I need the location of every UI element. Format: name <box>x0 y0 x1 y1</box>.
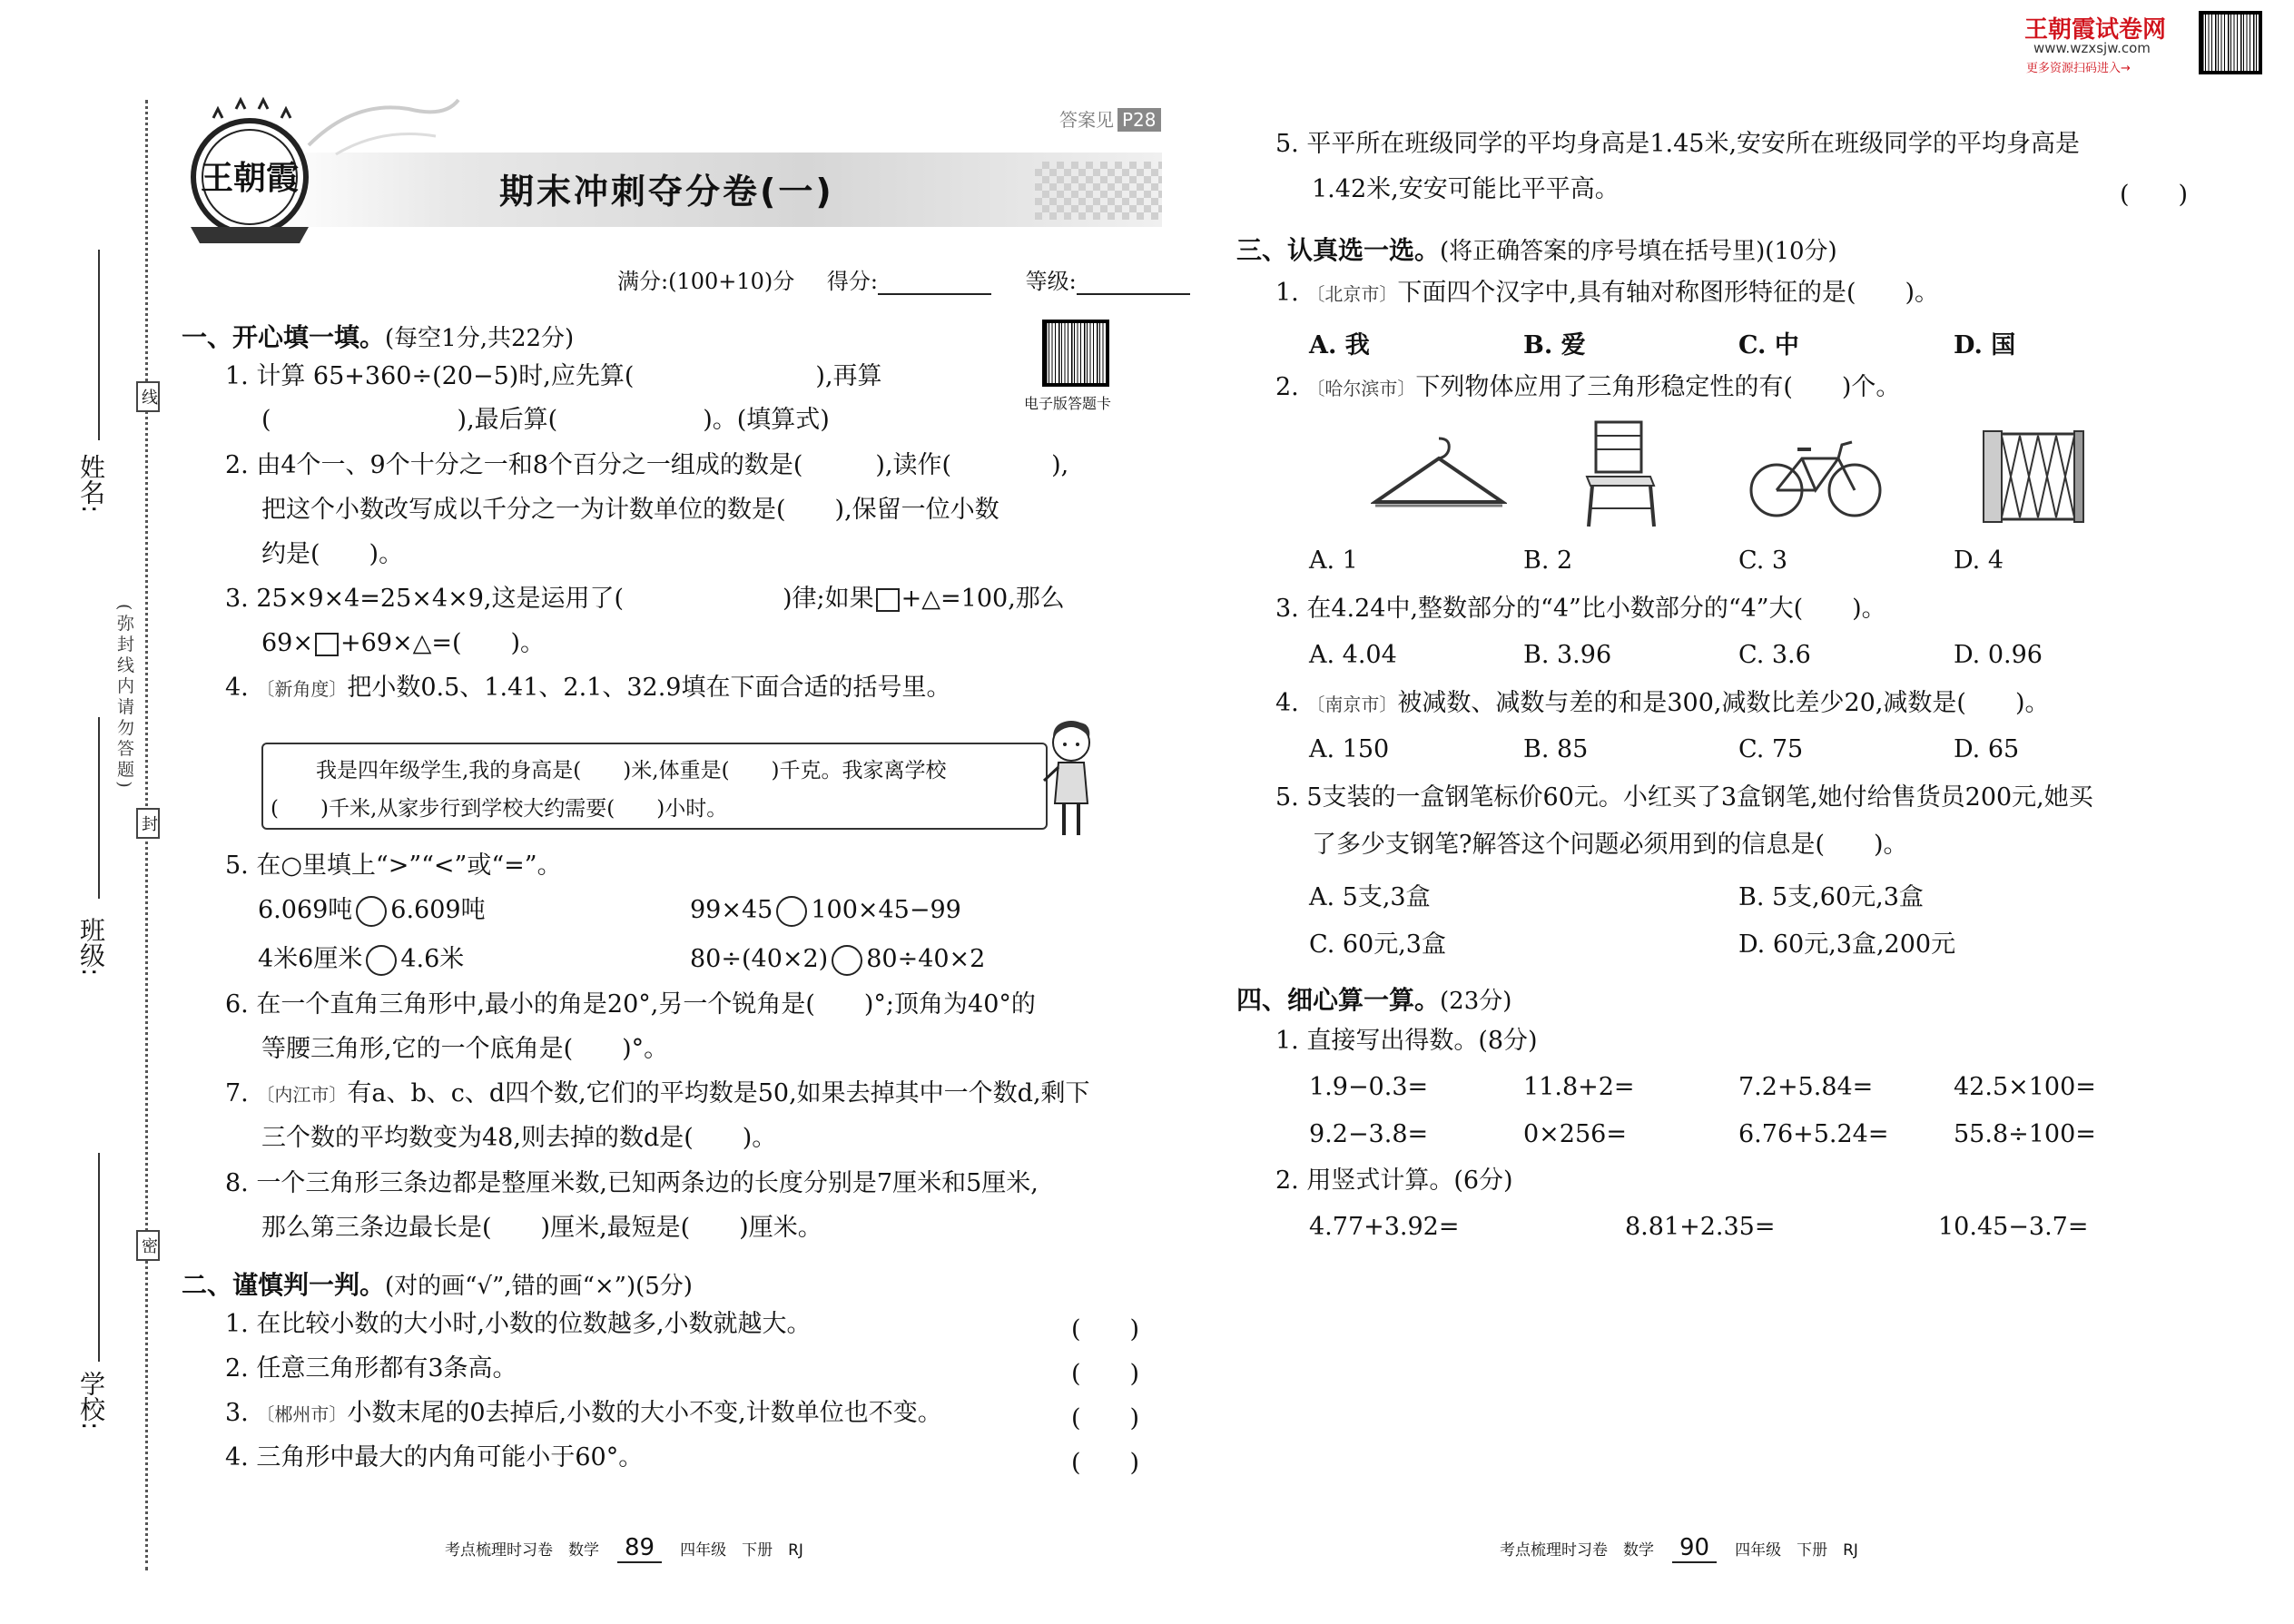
s1-q3-text-a: 3. 25×9×4=25×4×9,这是运用了( <box>225 585 625 613</box>
s1-q8-line2: 那么第三条边最长是( )厘米,最短是( )厘米。 <box>261 1214 822 1242</box>
s2-item3-tag: 〔郴州市〕 <box>256 1403 348 1425</box>
s1-q7-num: 7. <box>225 1079 249 1107</box>
s1-q7-line1 <box>225 1078 1090 1110</box>
footer-right-book: 考点梳理时习卷 数学 <box>1500 1541 1654 1560</box>
section1-title: 一、开心填一填。 <box>182 322 386 352</box>
s2-item1 <box>225 1309 812 1340</box>
s2-item5-answer[interactable]: ( ) <box>2120 181 2189 209</box>
s3-q4-option-a[interactable]: A. 150 <box>1309 735 1390 763</box>
section3-title: 三、认真选一选。 <box>1236 235 1441 265</box>
s4-q2-text: 2. 用竖式计算。(6分) <box>1275 1166 1513 1195</box>
girl-illustration <box>1035 717 1108 844</box>
s1-q2-text-b: ),读作( <box>875 451 952 479</box>
grade-label: 等级: <box>1025 269 1077 294</box>
s4-q1-item: 55.8÷100= <box>1954 1120 2096 1148</box>
s3-q2-option-c[interactable]: C. 3 <box>1738 546 1788 575</box>
answer-sheet-qr-code[interactable] <box>1042 320 1109 387</box>
s1-q5-item2-right: 100×45−99 <box>811 896 961 924</box>
s1-q5-item3-left: 4米6厘米 <box>258 945 363 973</box>
bicycle-icon <box>1748 431 1884 522</box>
s1-q1-text-d: ),最后算( <box>457 406 558 434</box>
full-marks: 满分:(100+10)分 <box>617 269 795 294</box>
s3-q4-option-d[interactable]: D. 65 <box>1954 735 2020 763</box>
qr-caption: 电子版答题卡 <box>1024 395 1112 412</box>
score-row <box>617 263 1190 295</box>
s4-q1-item: 42.5×100= <box>1954 1073 2096 1101</box>
compare-circle[interactable] <box>776 896 807 927</box>
s1-q1-text-b: ),再算 <box>815 362 882 390</box>
s4-q1-item: 9.2−3.8= <box>1309 1120 1429 1148</box>
s1-q6-line2: 等腰三角形,它的一个底角是( )°。 <box>261 1035 669 1063</box>
s3-q3-option-c[interactable]: C. 3.6 <box>1738 641 1811 669</box>
s3-q4-tag: 〔南京市〕 <box>1306 694 1398 715</box>
s1-q1-text-c: ( <box>261 406 271 434</box>
s1-q1-text-a: 1. 计算 65+360÷(20−5)时,应先算( <box>225 362 635 390</box>
class-line <box>98 717 100 899</box>
footer-left-grade: 四年级 下册 RJ <box>680 1541 803 1560</box>
s3-q5-option-d[interactable]: D. 60元,3盒,200元 <box>1738 930 1956 959</box>
school-line <box>98 1153 100 1362</box>
s4-q1-text: 1. 直接写出得数。(8分) <box>1275 1027 1538 1055</box>
s3-q1-text: 下面四个汉字中,具有轴对称图形特征的是( )。 <box>1397 279 1940 307</box>
s2-q5-line2: 1.42米,安安可能比平平高。 <box>1312 175 1620 203</box>
section1-heading <box>182 318 574 354</box>
s1-q5-item4 <box>690 944 985 976</box>
s1-q4-tag: 〔新角度〕 <box>256 678 348 700</box>
answer-page: P28 <box>1117 108 1161 132</box>
s3-q2-option-a[interactable]: A. 1 <box>1309 546 1358 575</box>
s3-q4-option-b[interactable]: B. 85 <box>1523 735 1589 763</box>
s2-item2-num: 2. <box>225 1354 249 1383</box>
s4-q1-item: 1.9−0.3= <box>1309 1073 1429 1101</box>
school-label: 学校: <box>76 1371 106 1431</box>
s1-q3-text-b: )律;如果 <box>783 585 874 613</box>
grade-field[interactable] <box>1077 271 1190 295</box>
section2-title: 二、谨慎判一判。 <box>182 1270 386 1300</box>
s3-q1-num: 1. <box>1275 279 1299 307</box>
s1-q3-line1 <box>225 584 1065 615</box>
s1-q5-item2 <box>690 895 961 927</box>
chair-icon <box>1580 418 1661 531</box>
s3-q2-tag: 〔哈尔滨市〕 <box>1306 378 1416 399</box>
compare-circle[interactable] <box>356 896 387 927</box>
s1-q1-text-e: )。(填算式) <box>703 406 830 434</box>
compare-circle[interactable] <box>832 945 862 976</box>
brand-name: 王朝霞试卷网 <box>2024 16 2167 44</box>
s3-q2-option-b[interactable]: B. 2 <box>1523 546 1573 575</box>
s2-item3-num: 3. <box>225 1399 249 1427</box>
s3-q5-option-a[interactable]: A. 5支,3盒 <box>1309 883 1431 911</box>
section4-points: (23分) <box>1440 988 1512 1015</box>
brand-subtitle: 更多资源扫码进入→ <box>2026 62 2131 75</box>
s1-q2-text-a: 2. 由4个一、9个十分之一和8个百分之一组成的数是( <box>225 451 803 479</box>
s3-q4-text: 被减数、减数与差的和是300,减数比差少20,减数是( )。 <box>1397 689 2050 717</box>
s1-q7-tag: 〔内江市〕 <box>256 1084 348 1106</box>
section4-heading <box>1236 980 1511 1017</box>
s1-q3-text-c: +△=100,那么 <box>901 585 1065 613</box>
s3-q4-line <box>1275 688 2049 720</box>
s2-item4-answer[interactable]: ( ) <box>1071 1449 1140 1477</box>
s2-item4 <box>225 1442 643 1473</box>
s4-q2-item: 8.81+2.35= <box>1625 1213 1776 1241</box>
s1-q1-line1 <box>225 361 882 392</box>
s3-q2-num: 2. <box>1275 373 1299 401</box>
s1-q5-item2-left: 99×45 <box>690 896 773 924</box>
section3-points: (将正确答案的序号填在括号里)(10分) <box>1440 238 1837 265</box>
s3-q1-option-a[interactable]: A. 我 <box>1309 331 1370 359</box>
s3-q1-option-b[interactable]: B. 爱 <box>1523 331 1586 359</box>
s1-q1-line2 <box>261 405 830 436</box>
s1-q2-line2: 把这个小数改写成以千分之一为计数单位的数是( ),保留一位小数 <box>261 496 999 524</box>
square-symbol-icon <box>876 588 900 612</box>
s3-q5-line1: 5. 5支装的一盒钢笔标价60元。小红买了3盒钢笔,她付给售货员200元,她买 <box>1275 783 2093 812</box>
s3-q4-option-c[interactable]: C. 75 <box>1738 735 1804 763</box>
brand-url[interactable]: www.wzxsjw.com <box>2033 40 2151 56</box>
section2-points: (对的画“√”,错的画“×”)(5分) <box>385 1273 693 1300</box>
dialog-line1: 我是四年级学生,我的身高是( )米,体重是( )千克。我家离学校 <box>316 759 947 782</box>
seal-mark-seal: 封 <box>136 808 160 839</box>
speech-bubble <box>261 743 1048 830</box>
score-label: 得分: <box>826 269 879 294</box>
s3-q5-option-c[interactable]: C. 60元,3盒 <box>1309 930 1446 959</box>
seal-notice: (弥封线内请勿答题) <box>114 604 134 792</box>
s3-q1-option-d[interactable]: D. 国 <box>1954 331 2016 359</box>
s2-item3 <box>225 1398 942 1430</box>
seal-mark-line: 线 <box>136 381 160 412</box>
title-checker-pattern <box>1035 162 1162 220</box>
s2-item1-answer[interactable]: ( ) <box>1071 1315 1140 1343</box>
square-symbol-icon <box>315 633 339 656</box>
folding-gate-icon <box>1979 427 2088 527</box>
footer-right-page: 90 <box>1672 1534 1717 1563</box>
s2-item1-text: 在比较小数的大小时,小数的位数越多,小数就越大。 <box>256 1310 812 1338</box>
s3-q2-line <box>1275 372 1900 404</box>
ribbon-decoration <box>300 91 463 163</box>
s2-item3-answer[interactable]: ( ) <box>1071 1404 1140 1432</box>
answer-reference <box>1059 105 1161 132</box>
class-label: 班级: <box>76 917 106 977</box>
s1-q6-line1: 6. 在一个直角三角形中,最小的角是20°,另一个锐角是( )°;顶角为40°的 <box>225 990 1036 1019</box>
s1-q7-text: 有a、b、c、d四个数,它们的平均数是50,如果去掉其中一个数d,剩下 <box>347 1079 1090 1107</box>
s3-q3-line: 3. 在4.24中,整数部分的“4”比小数部分的“4”大( )。 <box>1275 595 1886 623</box>
s1-q2-text-c: ), <box>1051 451 1069 479</box>
s2-item4-num: 4. <box>225 1443 249 1471</box>
s3-q1-option-c[interactable]: C. 中 <box>1738 331 1799 359</box>
s4-q1-item: 11.8+2= <box>1523 1073 1635 1101</box>
s1-q4-line <box>225 673 950 704</box>
s3-q5-option-b[interactable]: B. 5支,60元,3盒 <box>1738 883 1924 911</box>
name-label: 姓名: <box>76 454 106 514</box>
section1-points: (每空1分,共22分) <box>385 325 575 352</box>
s2-item4-text: 三角形中最大的内角可能小于60°。 <box>256 1443 644 1471</box>
s1-q4-text: 把小数0.5、1.41、2.1、32.9填在下面合适的括号里。 <box>347 674 951 702</box>
footer-right-grade: 四年级 下册 RJ <box>1735 1541 1858 1560</box>
s1-q3-line2 <box>261 628 545 659</box>
s1-q5-item4-right: 80÷40×2 <box>866 945 986 973</box>
s1-q7-line2: 三个数的平均数变为48,则去掉的数d是( )。 <box>261 1124 777 1152</box>
s3-q5-line2: 了多少支钢笔?解答这个问题必须用到的信息是( )。 <box>1312 831 1908 859</box>
s3-q1-line <box>1275 278 1939 310</box>
page-title: 期末冲刺夺分卷(一) <box>499 172 834 212</box>
s4-q2-item: 4.77+3.92= <box>1309 1213 1460 1241</box>
footer-left-book: 考点梳理时习卷 数学 <box>445 1541 599 1560</box>
footer-left-page: 89 <box>617 1534 662 1563</box>
s3-q3-option-a[interactable]: A. 4.04 <box>1309 641 1397 669</box>
s1-q2-line3: 约是( )。 <box>261 540 404 568</box>
answer-ref-label: 答案见 <box>1059 109 1114 131</box>
s3-q1-tag: 〔北京市〕 <box>1306 283 1398 305</box>
s3-q4-num: 4. <box>1275 689 1299 717</box>
s2-q5-line1: 5. 平平所在班级同学的平均身高是1.45米,安安所在班级同学的平均身高是 <box>1275 130 2081 158</box>
s2-item2-answer[interactable]: ( ) <box>1071 1360 1140 1388</box>
s1-q4-num: 4. <box>225 674 249 702</box>
s1-q5-item3 <box>258 944 464 976</box>
s1-q5-item3-right: 4.6米 <box>400 945 465 973</box>
section4-title: 四、细心算一算。 <box>1236 985 1441 1015</box>
footer-right <box>1500 1534 1858 1563</box>
score-field[interactable] <box>878 271 991 295</box>
s1-q3-text-d: 69× <box>261 629 313 657</box>
s3-q3-option-b[interactable]: B. 3.96 <box>1523 641 1612 669</box>
s1-q5-item4-left: 80÷(40×2) <box>690 945 829 973</box>
s4-q1-item: 7.2+5.84= <box>1738 1073 1874 1101</box>
brand-qr-code[interactable] <box>2199 11 2262 74</box>
s1-q3-text-e: +69×△=( )。 <box>340 629 546 657</box>
seal-mark-secret: 密 <box>136 1230 160 1261</box>
s3-q2-text: 下列物体应用了三角形稳定性的有( )个。 <box>1415 373 1901 401</box>
s3-q3-option-d[interactable]: D. 0.96 <box>1954 641 2043 669</box>
logo-text: 王朝霞 <box>200 159 300 197</box>
s2-item2-text: 任意三角形都有3条高。 <box>256 1354 517 1383</box>
hanger-icon <box>1371 431 1507 513</box>
section2-heading <box>182 1265 693 1302</box>
s1-q5-text: 5. 在○里填上“>”“<”或“=”。 <box>225 851 562 880</box>
dialog-line2: ( )千米,从家步行到学校大约需要( )小时。 <box>271 797 728 821</box>
s1-q5-item1-right: 6.609吨 <box>390 896 486 924</box>
s4-q1-item: 0×256= <box>1523 1120 1627 1148</box>
s1-q8-line1: 8. 一个三角形三条边都是整厘米数,已知两条边的长度分别是7厘米和5厘米, <box>225 1169 1039 1197</box>
s4-q2-item: 10.45−3.7= <box>1938 1213 2089 1241</box>
s1-q2-line1 <box>225 450 1068 481</box>
s2-item3-text: 小数末尾的0去掉后,小数的大小不变,计数单位也不变。 <box>347 1399 942 1427</box>
section3-heading <box>1236 231 1837 267</box>
s3-q2-option-d[interactable]: D. 4 <box>1954 546 2004 575</box>
s2-item1-num: 1. <box>225 1310 249 1338</box>
compare-circle[interactable] <box>366 945 397 976</box>
name-line <box>98 250 100 440</box>
s2-item2 <box>225 1353 517 1384</box>
s4-q1-item: 6.76+5.24= <box>1738 1120 1889 1148</box>
footer-left <box>445 1534 803 1563</box>
s1-q5-item1-left: 6.069吨 <box>258 896 353 924</box>
s1-q5-item1 <box>258 895 486 927</box>
